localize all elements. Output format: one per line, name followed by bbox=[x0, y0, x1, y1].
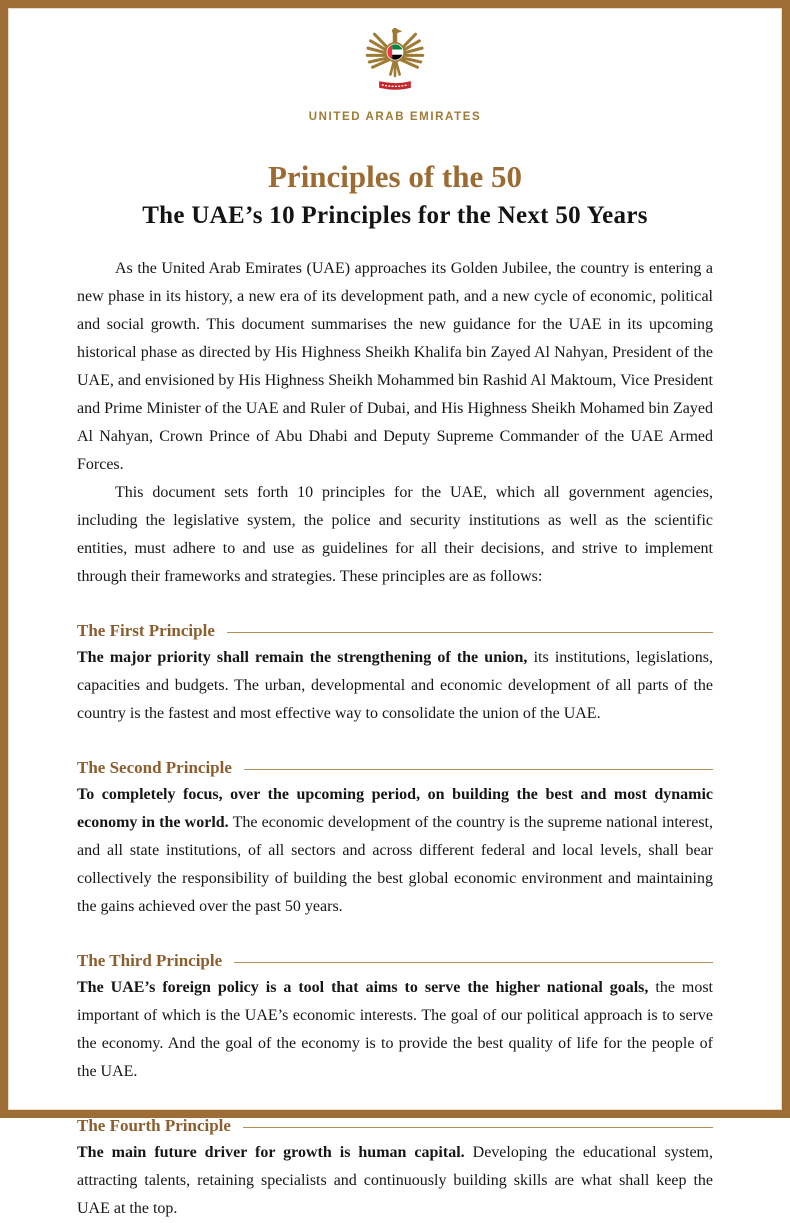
intro-paragraph-1: As the United Arab Emirates (UAE) approaches its Golden Jubilee, the country is entering a new phase in its history, a new era of its development path, and a new cycle of economic, political and social growth. This document summarises the new guidance for the UAE in its upcoming historical phase as directed by His Highness Sheikh Khalifa bin Zayed Al Nahyan, President of the UAE, and envisioned by His Highness Sheikh Mohammed bin Rashid Al Maktoum, Vice President and Prime Minister of the UAE and Ruler of Dubai, and His Highness Sheikh Mohamed bin Zayed Al Nahyan, Crown Prince of Abu Dhabi and Deputy Supreme Commander of the UAE Armed Forces. bbox=[77, 260, 713, 473]
principle-heading-row bbox=[77, 621, 713, 641]
country-name: UNITED ARAB EMIRATES bbox=[308, 111, 482, 123]
page-title: Principles of the 50 bbox=[268, 159, 522, 194]
principle-heading-row bbox=[77, 1116, 713, 1136]
principle-heading-row bbox=[77, 758, 713, 778]
heading-rule bbox=[234, 962, 713, 963]
principle-rest: The economic development of the country is the supreme national interest, and all state institutions, of all sectors and across different federal and local levels, shall bear collectively the responsibility of building the best global economic environment and maintaining the gains achieved over the past 50 years. bbox=[77, 814, 713, 915]
principle-text bbox=[77, 781, 713, 921]
heading-rule bbox=[243, 1127, 713, 1128]
falcon-beak bbox=[397, 29, 402, 33]
principle-text bbox=[77, 1139, 713, 1223]
principle-heading: The Third Principle bbox=[77, 951, 223, 970]
principle-text bbox=[77, 974, 713, 1086]
principle-section-fourth bbox=[77, 1116, 713, 1223]
principle-text bbox=[77, 644, 713, 728]
principle-lead: The major priority shall remain the strengthening of the union, bbox=[77, 649, 528, 666]
principle-rest: the most important of which is the UAE’s economic interests. The goal of our political approach is to serve the economy. And the goal of the economy is to provide the best quality of life for the people of the UAE. bbox=[77, 979, 713, 1080]
heading-rule bbox=[227, 632, 713, 633]
principle-section-first bbox=[77, 621, 713, 728]
principle-lead: The main future driver for growth is human capital. bbox=[77, 1144, 465, 1161]
principle-lead: To completely focus, over the upcoming period, on building the best and most dynamic economy in the world. bbox=[77, 786, 713, 831]
principle-section-third bbox=[77, 951, 713, 1086]
page-subtitle: The UAE’s 10 Principles for the Next 50 Years bbox=[142, 202, 648, 229]
principle-heading: The Second Principle bbox=[77, 758, 232, 777]
principle-heading-row bbox=[77, 951, 713, 971]
principle-heading: The First Principle bbox=[77, 621, 215, 640]
document-header bbox=[77, 22, 713, 123]
principle-section-second bbox=[77, 758, 713, 921]
principle-lead: The UAE’s foreign policy is a tool that aims to serve the higher national goals, bbox=[77, 979, 649, 996]
falcon-tail bbox=[390, 63, 399, 76]
heading-rule bbox=[244, 769, 713, 770]
principle-heading: The Fourth Principle bbox=[77, 1116, 231, 1135]
introduction bbox=[77, 255, 713, 591]
uae-falcon-emblem-icon bbox=[362, 22, 428, 98]
principle-rest: its institutions, legislations, capacities and budgets. The urban, developmental and economic development of all parts of the country is the fastest and most effective way to consolidate the union of the UAE. bbox=[77, 649, 714, 722]
intro-paragraph-2: This document sets forth 10 principles for the UAE, which all government agencies, including the legislative system, the police and security institutions as well as the scientific entities, must adhere to and use as guidelines for all their decisions, and strive to implement through their frameworks and strategies. These principles are as follows: bbox=[77, 484, 713, 585]
principle-rest: Developing the educational system, attracting talents, retaining specialists and continuously building skills are what shall keep the UAE at the top. bbox=[77, 1144, 714, 1217]
